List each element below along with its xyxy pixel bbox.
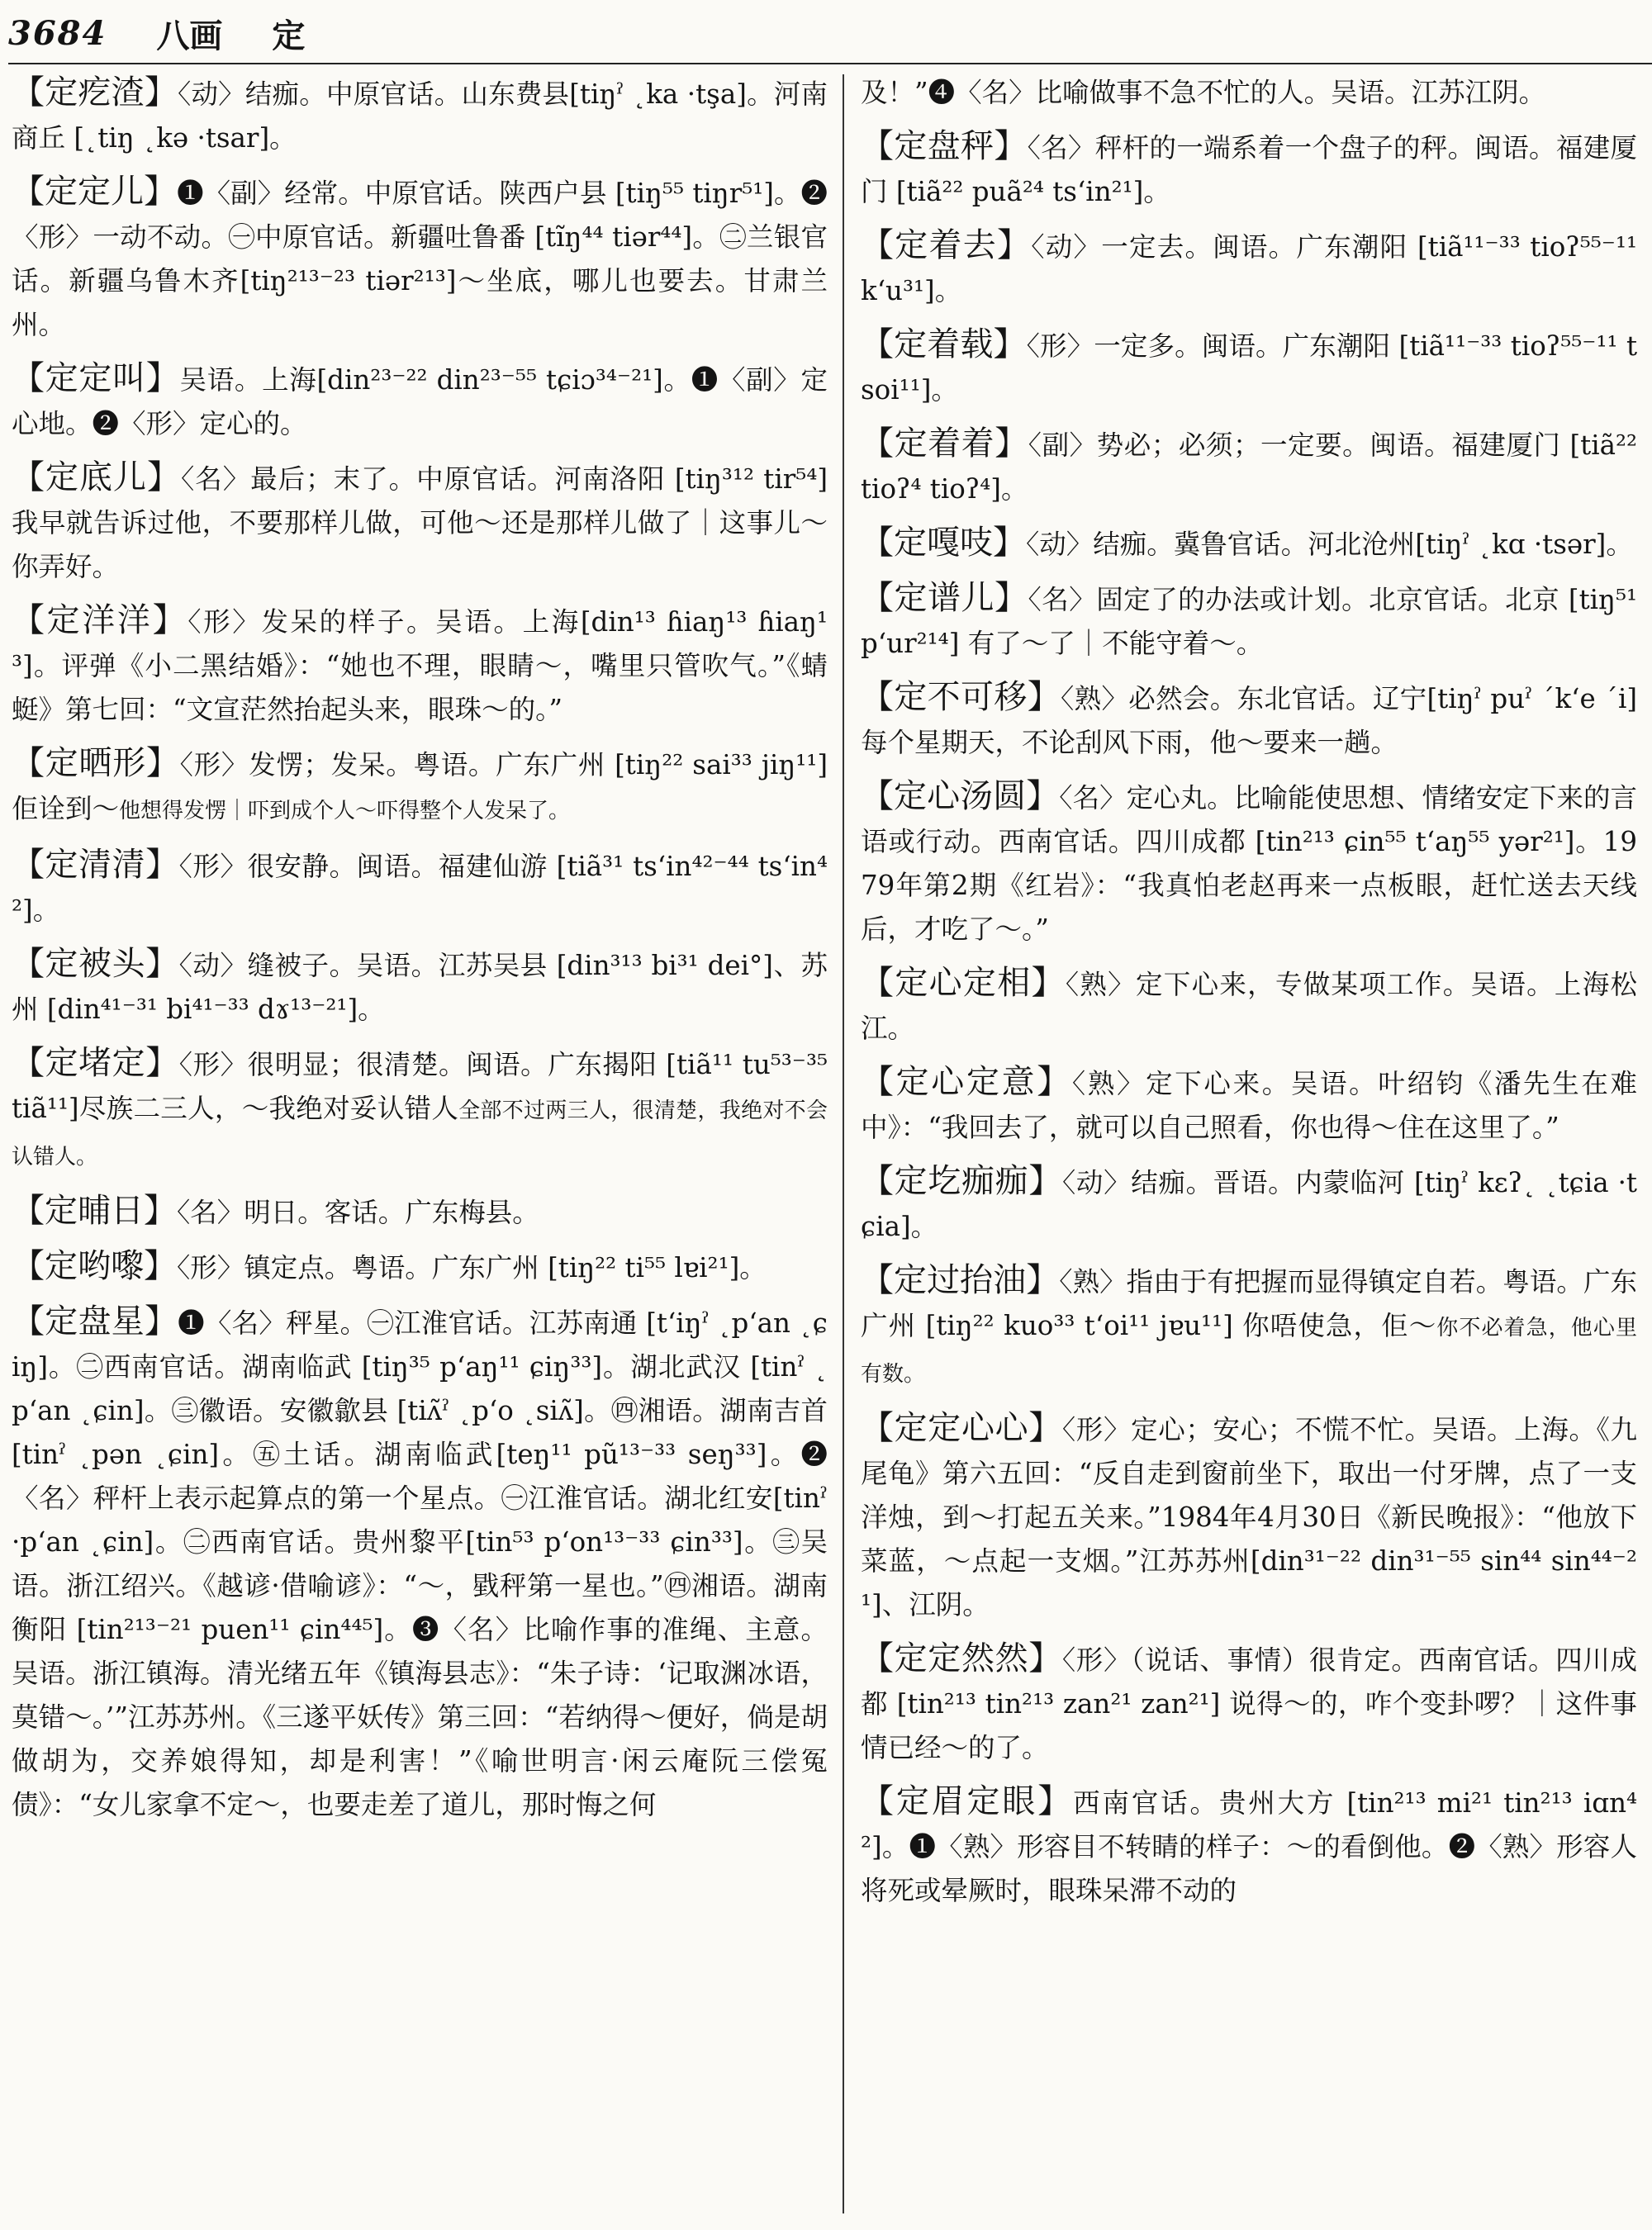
entry-headword: 【 定晒形 】 [12,744,180,782]
dictionary-entry [12,456,828,589]
page-number: 3684 [8,13,107,53]
entry-definition: 〈形〉发愣；发呆。粤语。广东广州 [tiŋ²² sai³³ jiŋ¹¹] 佢诠到～ [12,749,828,824]
entry-definition: 〈副〉势必；必须；一定要。闽语。福建厦门 [tiã²² tioʔ⁴ tioʔ⁴]。 [861,429,1637,505]
dictionary-entry [12,742,828,833]
dictionary-entry [12,843,828,932]
entry-gloss: 全部不过两三人，很清楚，我绝对不会认错人。 [12,1098,828,1170]
entry-headword: 【 定疙渣 】 [12,74,178,112]
entry-definition: 〈名〉秤杆的一端系着一个盘子的秤。闽语。福建厦门 [tiã²² puã²⁴ ts‘in²¹]。 [861,132,1637,207]
dictionary-entry [861,71,1637,115]
entry-definition: 〈形〉（说话、事情）很肯定。西南官话。四川成都 [tin²¹³ tin²¹³ zan²¹ zan²¹] 说得～的，咋个变卦啰？｜这件事情已经～的了。 [861,1644,1637,1763]
dictionary-entry [12,599,828,732]
entry-definition: 〈动〉结痂。晋语。内蒙临河 [tiŋˀ kɛʔ˛ ˛tɕia ·tɕia]。 [861,1167,1637,1242]
dictionary-entry [12,942,828,1032]
dictionary-entry [861,1259,1637,1397]
dictionary-entry [12,1245,828,1290]
dictionary-entry [12,1300,828,1827]
entry-definition: 〈形〉镇定点。粤语。广东广州 [tiŋ²² ti⁵⁵ lɐi²¹]。 [177,1252,767,1283]
dictionary-entry [861,323,1637,412]
entry-definition: 〈熟〉定下心来，专做某项工作。吴语。上海松江。 [861,969,1637,1044]
dictionary-entry [861,1637,1637,1770]
dictionary-entry [861,422,1637,511]
header-rule [8,63,1652,64]
dictionary-entry [861,125,1637,214]
dictionary-entry [861,961,1637,1051]
entry-definition: 〈熟〉定下心来。吴语。叶绍钧《潘先生在难中》：“我回去了，就可以自己照看，你也得～住在这里了。” [861,1068,1637,1143]
column-divider [843,74,844,2213]
entry-definition: 〈动〉结痂。冀鲁官话。河北沧州[tiŋˀ ˛kɑ ·tsər]。 [1026,529,1633,560]
entry-definition: 〈熟〉必然会。东北官话。辽宁[tiŋˀ puˀ ˊk‘e ˊi] 每个星期天，不论刮风下雨，他～要来一趟。 [861,683,1637,758]
left-column [12,71,828,2217]
dictionary-entry [861,521,1637,567]
entry-headword: 【 定定叫 】 [12,359,180,397]
entry-definition: 〈形〉发呆的样子。吴语。上海[din¹³ ɦiaŋ¹³ ɦiaŋ¹³]。评弹《小二黑结婚》：“她也不理，眼睛～，嘴里只管吹气。”《蜻蜓》第七回：“文宣茫然抬起头来，眼珠～的。” [12,606,828,725]
dictionary-entry [12,71,828,160]
entry-headword: 【 定洋洋 】 [12,601,188,639]
entry-definition: 〈形〉很明显；很清楚。闽语。广东揭阳 [tiã¹¹ tu⁵³⁻³⁵ tiã¹¹]尽族二三人，～我绝对妥认错人 [12,1049,828,1124]
entry-headword: 【 定心定意 】 [861,1063,1072,1101]
dictionary-entry [861,1780,1637,1913]
entry-headword: 【 定被头 】 [12,945,179,983]
entry-headword: 【 定着去 】 [861,226,1031,264]
entry-definition: 〈形〉一定多。闽语。广东潮阳 [tiã¹¹⁻³³ tioʔ⁵⁵⁻¹¹ tsoi¹¹]。 [861,330,1637,406]
entry-definition: 〈名〉固定了的办法或计划。北京官话。北京 [tiŋ⁵¹ p‘ur²¹⁴] 有了～了｜不能守着～。 [861,584,1637,659]
entry-headword: 【 定底儿 】 [12,458,181,496]
dictionary-entry [861,676,1637,765]
entry-headword: 【 定着载 】 [861,325,1027,363]
entry-gloss: 你不必着急，他心里有数。 [861,1316,1637,1387]
entry-headword: 【 定定儿 】 [12,173,177,211]
dictionary-entry [12,357,828,446]
entry-definition: 〈动〉缝被子。吴语。江苏吴县 [din³¹³ bi³¹ dei°]、苏州 [din⁴¹⁻³¹ bi⁴¹⁻³³ dɤ¹³⁻²¹]。 [12,950,828,1025]
dictionary-entry [861,1160,1637,1249]
entry-headword: 【 定定然然 】 [861,1639,1062,1677]
dictionary-entry [861,224,1637,313]
index-character: 定 [272,16,306,55]
entry-headword: 【 定晡日 】 [12,1192,177,1230]
entry-headword: 【 定眉定眼 】 [861,1782,1073,1820]
entry-headword: 【 定圪痂痂 】 [861,1162,1062,1200]
page-header [8,8,1619,58]
entry-definition: 〈名〉明日。客话。广东梅县。 [177,1197,539,1228]
entry-headword: 【 定过抬油 】 [861,1261,1059,1299]
entry-definition: 〈形〉定心；安心；不慌不忙。吴语。上海。《九尾龟》第六五回：“反自走到窗前坐下，取出一付牙牌，点了一支洋烛，到～打起五关来。”1984年4月30日《新民晚报》：“他放下菜蓝，～点起一支烟。”江苏苏州[din³¹⁻²² din³¹⁻⁵⁵ sin⁴⁴ sin⁴⁴⁻²¹]、江阴。 [861,1414,1637,1620]
dictionary-entry [861,576,1637,666]
entry-definition: ❶〈副〉经常。中原官话。陕西户县 [tiŋ⁵⁵ tiŋr⁵¹]。❷〈形〉一动不动。㊀中原官话。新疆吐鲁番 [tĩŋ⁴⁴ tiər⁴⁴]。㊁兰银官话。新疆乌鲁木齐[tiŋ²¹³⁻²³ tiər²¹³]～坐底，哪儿也要去。甘肃兰州。 [12,178,828,340]
entry-headword: 【 定嘎吱 】 [861,524,1026,562]
entry-headword: 【 定着着 】 [861,425,1028,463]
entry-headword: 【 定定心心 】 [861,1409,1062,1447]
entry-definition: 〈动〉一定去。闽语。广东潮阳 [tiã¹¹⁻³³ tioʔ⁵⁵⁻¹¹ k‘u³¹]。 [861,231,1637,306]
entry-headword: 【 定清清 】 [12,846,179,884]
dictionary-entry [12,1041,828,1179]
dictionary-entry [861,1407,1637,1627]
entry-headword: 【 定不可移 】 [861,678,1061,716]
entry-definition: 〈名〉定心丸。比喻能使思想、情绪安定下来的言语或行动。西南官话。四川成都 [tin²¹³ ɕin⁵⁵ t‘aŋ⁵⁵ yər²¹]。1979年第2期《红岩》：“我真怕老赵再来一点板眼，赶忙送去天线后，才吃了～。” [861,782,1637,945]
entry-headword: 【 定哟嚟 】 [12,1247,177,1285]
section-label: 八画 [156,16,223,55]
entry-definition: 〈动〉结痂。中原官话。山东费县[tiŋˀ ˛ka ·tşa]。河南商丘 [˛tiŋ ˛kə ·tsar]。 [12,78,828,154]
dictionary-entry [861,775,1637,951]
entry-definition: 及！”❹〈名〉比喻做事不急不忙的人。吴语。江苏江阴。 [861,77,1546,108]
entry-headword: 【 定盘秤 】 [861,127,1028,165]
entry-definition: ❶〈名〉秤星。㊀江淮官话。江苏南通 [t‘iŋˀ ˛p‘an ˛ɕiŋ]。㊁西南官话。湖南临武 [tiŋ³⁵ p‘aŋ¹¹ ɕiŋ³³]。湖北武汉 [tinˀ ˛p‘an ˛ɕin]。㊂徽语。安徽歙县 [tiʌ̃ˀ ˛p‘o ˛siʌ̃]。㊃湘语。湖南吉首 [tinˀ ˛pən ˛ɕin]。㊄土话。湖南临武[teŋ¹¹ pũ¹³⁻³³ seŋ³³]。❷〈名〉秤杆上表示起算点的第一个星点。㊀江淮官话。湖北红安[tinˀ ·p‘an ˛ɕin]。㊁西南官话。贵州黎平[tin⁵³ p‘on¹³⁻³³ ɕin³³]。㊂吴语。浙江绍兴。《越谚·借喻谚》：“～，戥秤第一星也。”㊃湘语。湖南衡阳 [tin²¹³⁻²¹ puen¹¹ ɕin⁴⁴⁵]。❸〈名〉比喻作事的准绳、主意。吴语。浙江镇海。清光绪五年《镇海县志》：“朱子诗：‘记取渊冰语，莫错～。’”江苏苏州。《三遂平妖传》第三回：“若纳得～便好，倘是胡做胡为，交养娘得知，却是利害！”《喻世明言·闲云庵阮三偿冤债》：“女儿家拿不定～，也要走差了道儿，那时悔之何 [12,1307,828,1820]
dictionary-entry [861,1060,1637,1150]
entry-headword: 【 定心汤圆 】 [861,777,1059,815]
entry-gloss: 他想得发愣｜吓到成个人～吓得整个人发呆了。 [119,799,571,823]
entry-headword: 【 定堵定 】 [12,1044,179,1082]
entry-definition: 西南官话。贵州大方 [tin²¹³ mi²¹ tin²¹³ iɑn⁴²]。❶〈熟〉形容目不转睛的样子：～的看倒他。❷〈熟〉形容人将死或晕厥时，眼珠呆滞不动的 [861,1787,1637,1906]
entry-headword: 【 定谱儿 】 [861,579,1028,617]
entry-definition: 〈熟〉指由于有把握而显得镇定自若。粤语。广东广州 [tiŋ²² kuo³³ t‘oi¹¹ jɐu¹¹] 你唔使急，佢～ [861,1266,1637,1341]
entry-definition: 〈形〉很安静。闽语。福建仙游 [tiã³¹ ts‘in⁴²⁻⁴⁴ ts‘in⁴²]。 [12,851,828,926]
dictionary-entry [12,170,828,347]
entry-headword: 【 定盘星 】 [12,1302,178,1340]
entry-definition: 吴语。上海[din²³⁻²² din²³⁻⁵⁵ tɕiɔ³⁴⁻²¹]。❶〈副〉定心地。❷〈形〉定心的。 [12,364,828,439]
entry-headword: 【 定心定相 】 [861,964,1066,1002]
dictionary-entry [12,1189,828,1235]
right-column [861,71,1637,2217]
entry-definition: 〈名〉最后；末了。中原官话。河南洛阳 [tiŋ³¹² tir⁵⁴] 我早就告诉过他，不要那样儿做，可他～还是那样儿做了｜这事儿～你弄好。 [12,463,828,582]
